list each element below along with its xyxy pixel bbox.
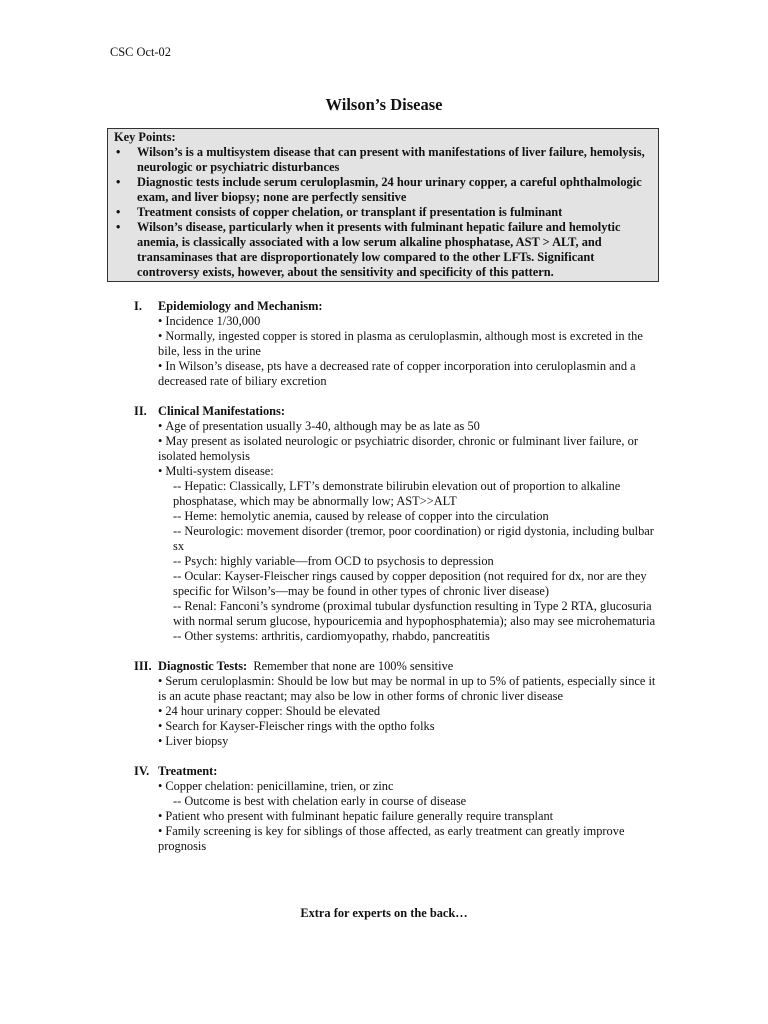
section-heading-text: Epidemiology and Mechanism: bbox=[158, 299, 323, 313]
point-text: In Wilson’s disease, pts have a decreased rate of copper incorporation into ceruloplasmin and a decreased rate of biliary excretion bbox=[158, 359, 636, 388]
section-heading-text: Treatment: bbox=[158, 764, 218, 778]
section-numeral: I. bbox=[134, 299, 142, 313]
point-text: Patient who present with fulminant hepatic failure generally require transplant bbox=[165, 809, 554, 823]
bullet-point bbox=[158, 734, 659, 749]
sub-point bbox=[158, 794, 659, 809]
sub-point bbox=[158, 479, 659, 509]
footer-note: Extra for experts on the back… bbox=[300, 906, 468, 920]
bullet-point bbox=[158, 464, 659, 479]
section-heading-note: Remember that none are 100% sensitive bbox=[247, 659, 454, 673]
bullet-icon: • bbox=[158, 329, 163, 343]
section-heading-text: Diagnostic Tests: bbox=[158, 659, 248, 673]
sub-point bbox=[158, 524, 659, 554]
section-body bbox=[134, 674, 659, 749]
bullet-icon: • bbox=[158, 419, 163, 433]
key-point-text: Treatment consists of copper chelation, or transplant if presentation is fulminant bbox=[137, 205, 563, 219]
key-points-list bbox=[114, 145, 652, 280]
sub-point bbox=[158, 629, 659, 644]
section-body bbox=[134, 779, 659, 854]
document-header-tag: CSC Oct-02 bbox=[110, 45, 171, 59]
point-text: -- Hepatic: Classically, LFT’s demonstrate bilirubin elevation out of proportion to alkaline phosphatase, which may be abnormally low; AST>>ALT bbox=[173, 479, 621, 508]
bullet-point bbox=[158, 434, 659, 464]
bullet-icon: • bbox=[158, 734, 163, 748]
key-point-item bbox=[114, 145, 652, 175]
sub-point bbox=[158, 599, 659, 629]
section-heading-text: Clinical Manifestations: bbox=[158, 404, 285, 418]
section-numeral: IV. bbox=[134, 764, 150, 778]
bullet-icon: • bbox=[116, 205, 121, 219]
key-point-text: Wilson’s is a multisystem disease that can present with manifestations of liver failure, hemolysis, neurologic or psychiatric disturbances bbox=[137, 145, 645, 174]
bullet-icon: • bbox=[158, 314, 163, 328]
bullet-icon: • bbox=[158, 809, 163, 823]
bullet-icon: • bbox=[158, 719, 163, 733]
bullet-icon: • bbox=[158, 359, 163, 373]
section-numeral: II. bbox=[134, 404, 147, 418]
bullet-icon: • bbox=[158, 674, 163, 688]
bullet-point bbox=[158, 719, 659, 734]
key-point-item bbox=[114, 175, 652, 205]
section-heading bbox=[134, 659, 659, 674]
bullet-point bbox=[158, 359, 659, 389]
bullet-icon: • bbox=[158, 464, 163, 478]
section-heading bbox=[134, 299, 659, 314]
bullet-icon: • bbox=[158, 779, 163, 793]
bullet-icon: • bbox=[116, 175, 121, 189]
key-points-box bbox=[107, 128, 659, 282]
point-text: -- Renal: Fanconi’s syndrome (proximal tubular dysfunction resulting in Type 2 RTA, glucosuria with normal serum glucose, hypouricemia and hypophosphatemia); also may see microhematuria bbox=[173, 599, 656, 628]
bullet-icon: • bbox=[116, 145, 121, 159]
outline-section bbox=[134, 404, 659, 644]
point-text: Liver biopsy bbox=[165, 734, 229, 748]
bullet-point bbox=[158, 674, 659, 704]
key-points-heading: Key Points: bbox=[114, 130, 176, 144]
bullet-icon: • bbox=[158, 704, 163, 718]
point-text: May present as isolated neurologic or psychiatric disorder, chronic or fulminant liver failure, or isolated hemolysis bbox=[158, 434, 638, 463]
point-text: Copper chelation: penicillamine, trien, or zinc bbox=[165, 779, 394, 793]
sub-point bbox=[158, 554, 659, 569]
point-text: -- Neurologic: movement disorder (tremor, poor coordination) or rigid dystonia, including bulbar sx bbox=[173, 524, 654, 553]
bullet-point bbox=[158, 704, 659, 719]
point-text: -- Heme: hemolytic anemia, caused by release of copper into the circulation bbox=[173, 509, 549, 523]
outline-section bbox=[134, 764, 659, 854]
bullet-point bbox=[158, 809, 659, 824]
point-text: Normally, ingested copper is stored in plasma as ceruloplasmin, although most is excreted in the bile, less in the urine bbox=[158, 329, 643, 358]
section-heading bbox=[134, 764, 659, 779]
point-text: Multi-system disease: bbox=[165, 464, 274, 478]
outline-sections bbox=[134, 299, 659, 869]
point-text: Search for Kayser-Fleischer rings with the optho folks bbox=[165, 719, 435, 733]
bullet-point bbox=[158, 329, 659, 359]
bullet-icon: • bbox=[158, 434, 163, 448]
document-title: Wilson’s Disease bbox=[325, 95, 443, 114]
key-point-text: Diagnostic tests include serum ceruloplasmin, 24 hour urinary copper, a careful ophthalmologic exam, and liver biopsy; none are perfectly sensitive bbox=[137, 175, 642, 204]
point-text: Incidence 1/30,000 bbox=[165, 314, 261, 328]
bullet-point bbox=[158, 314, 659, 329]
bullet-point bbox=[158, 824, 659, 854]
bullet-point bbox=[158, 779, 659, 794]
section-heading bbox=[134, 404, 659, 419]
section-body bbox=[134, 314, 659, 389]
key-point-text: Wilson’s disease, particularly when it presents with fulminant hepatic failure and hemolytic anemia, is classically associated with a low serum alkaline phosphatase, AST > ALT, and transaminases that are disproportionately low compared to the other LFTs. Significant controversy exists, however, about the sensitivity and specificity of this pattern. bbox=[137, 220, 621, 279]
bullet-icon: • bbox=[158, 824, 163, 838]
section-numeral: III. bbox=[134, 659, 152, 673]
point-text: -- Outcome is best with chelation early in course of disease bbox=[173, 794, 467, 808]
point-text: 24 hour urinary copper: Should be elevated bbox=[165, 704, 381, 718]
point-text: Age of presentation usually 3-40, although may be as late as 50 bbox=[165, 419, 480, 433]
bullet-point bbox=[158, 419, 659, 434]
point-text: -- Other systems: arthritis, cardiomyopathy, rhabdo, pancreatitis bbox=[173, 629, 490, 643]
section-body bbox=[134, 419, 659, 644]
point-text: Serum ceruloplasmin: Should be low but may be normal in up to 5% of patients, especially since it is an acute phase reactant; may also be low in other forms of chronic liver disease bbox=[158, 674, 656, 703]
bullet-icon: • bbox=[116, 220, 121, 234]
outline-section bbox=[134, 659, 659, 749]
point-text: Family screening is key for siblings of those affected, as early treatment can greatly improve prognosis bbox=[158, 824, 625, 853]
point-text: -- Psych: highly variable—from OCD to psychosis to depression bbox=[173, 554, 494, 568]
sub-point bbox=[158, 569, 659, 599]
outline-section bbox=[134, 299, 659, 389]
sub-point bbox=[158, 509, 659, 524]
point-text: -- Ocular: Kayser-Fleischer rings caused by copper deposition (not required for dx, nor are they specific for Wilson’s—may be found in other types of chronic liver disease) bbox=[173, 569, 647, 598]
key-point-item bbox=[114, 205, 652, 220]
key-point-item bbox=[114, 220, 652, 280]
